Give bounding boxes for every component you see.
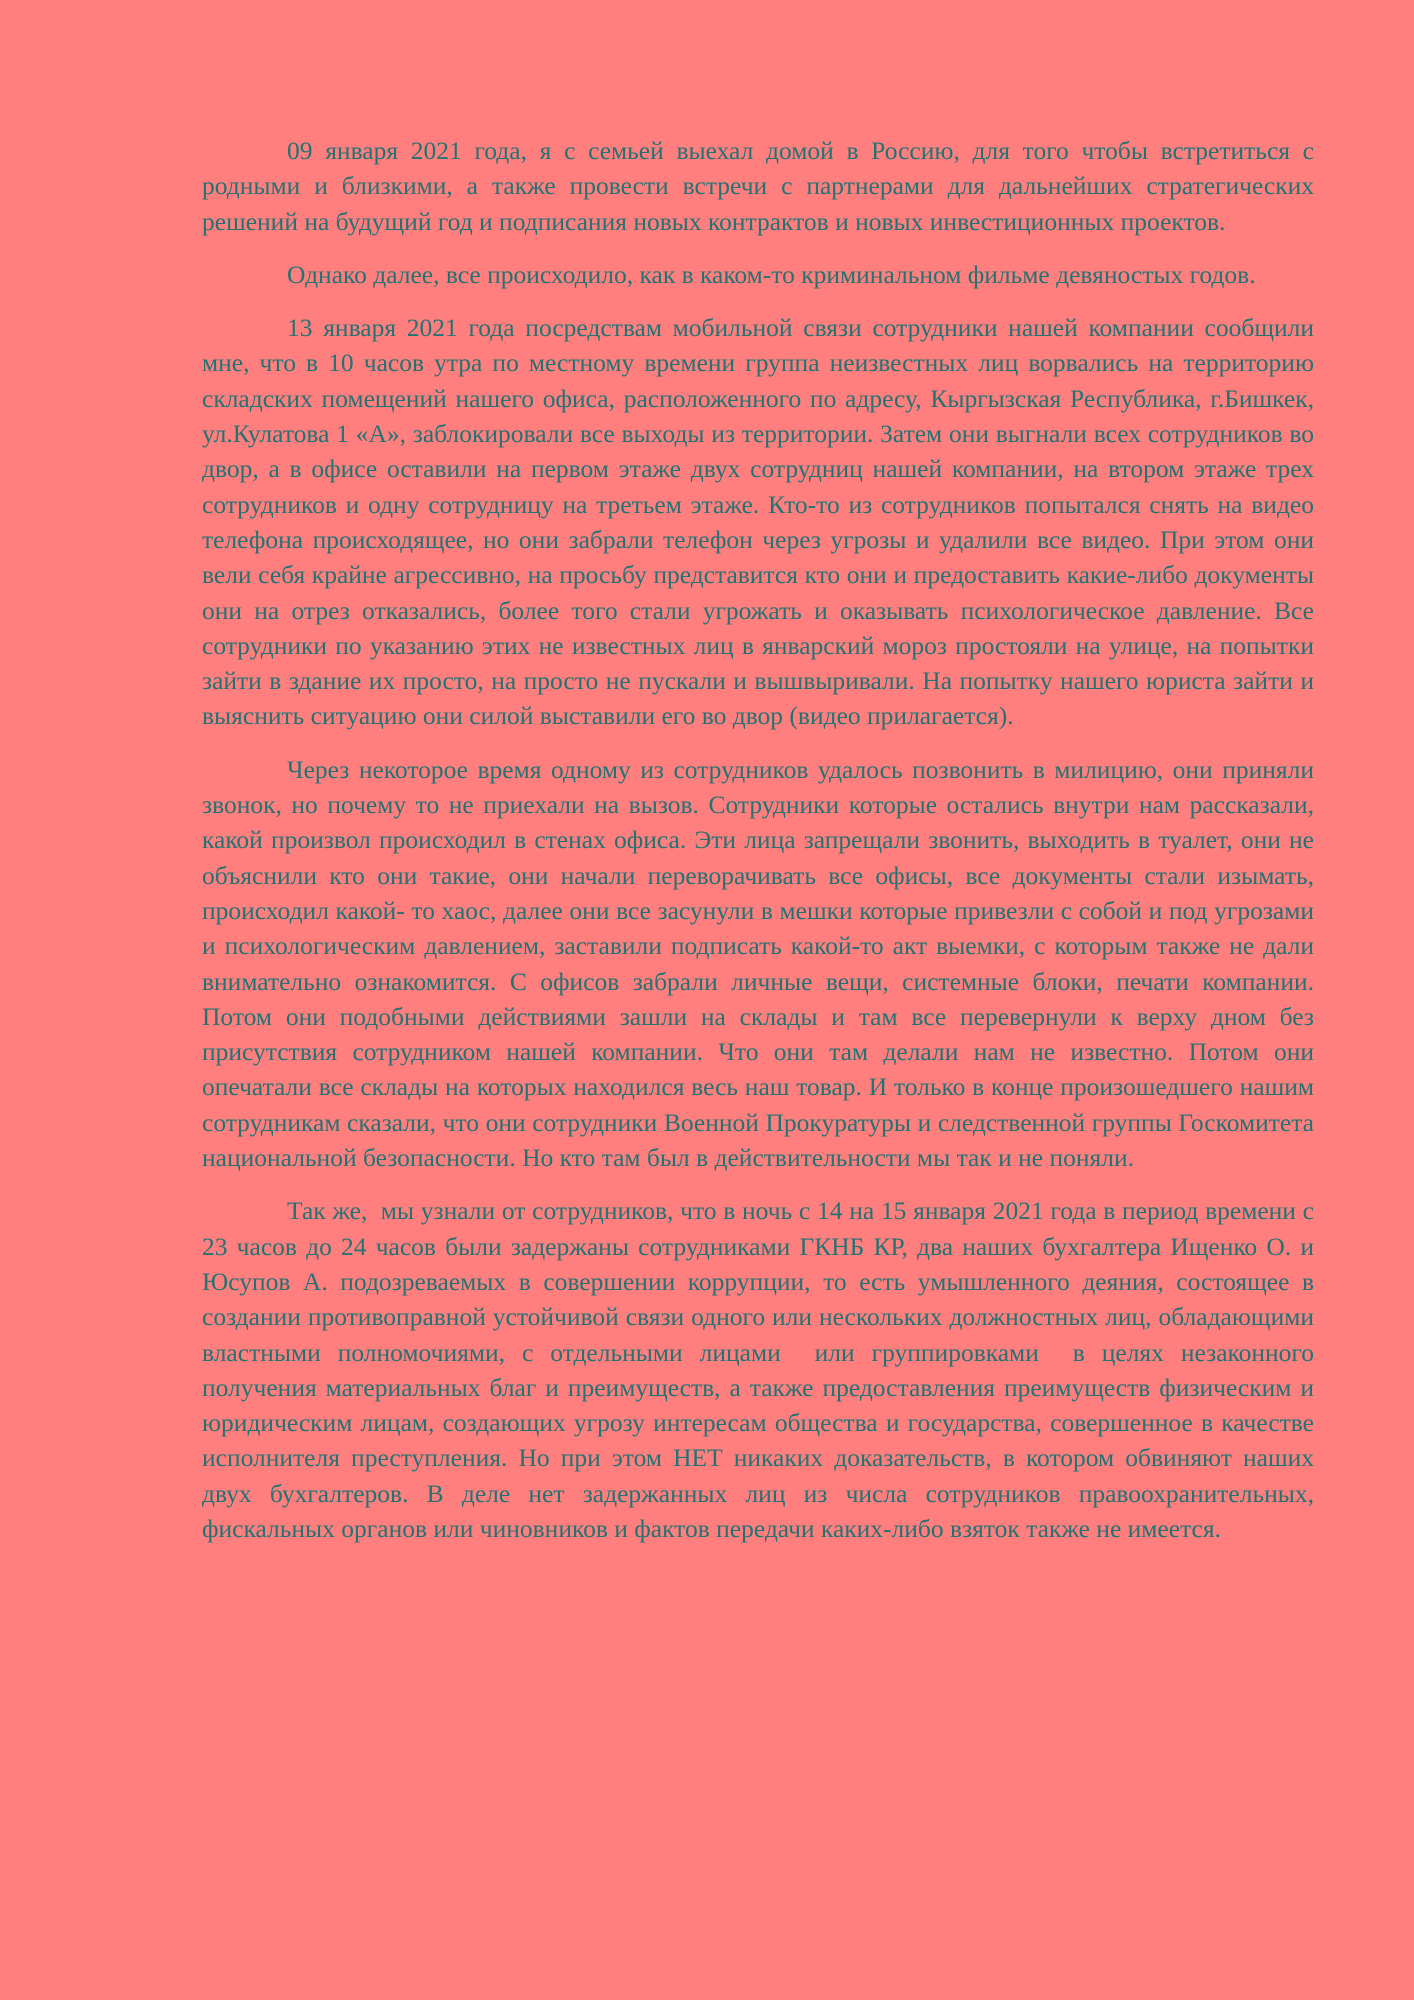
paragraph-police-call: Через некоторое время одному из сотрудников удалось позвонить в милицию, они приняли звонок, но почему то не приехали на вызов. Сотрудники которые остались внутри нам рассказали, какой произвол происходил в стенах офиса. Эти лица запрещали звонить, выходить в туалет, они не объяснили кто они такие, они начали переворачивать все офисы, все документы стали изымать, происходил какой- то хаос, далее они все засунули в мешки которые привезли с собой и под угрозами и психологическим давлением, заставили подписать какой-то акт выемки, с которым также не дали внимательно ознакомится. С офисов забрали личные вещи, системные блоки, печати компании. Потом они подобными действиями зашли на склады и там все перевернули к верху дном без присутствия сотрудником нашей компании. Что они там делали нам не известно. Потом они опечатали все склады на которых находился весь наш товар. И только в конце произошедшего нашим сотрудникам сказали, что они сотрудники Военной Прокуратуры и следственной группы Госкомитета национальной безопасности. Но кто там был в действительности мы так и не поняли. — [202, 754, 1321, 1173]
paragraph-office-raid: 13 января 2021 года посредствам мобильной связи сотрудники нашей компании сообщили мне, что в 10 часов утра по местному времени группа неизвестных лиц ворвались на территорию складских помещений нашего офиса, расположенного по адресу, Кыргызская Республика, г.Бишкек, ул.Кулатова 1 «А», заблокировали все выходы из территории. Затем они выгнали всех сотрудников во двор, а в офисе оставили на первом этаже двух сотрудниц нашей компании, на втором этаже трех сотрудников и одну сотрудницу на третьем этаже. Кто-то из сотрудников попытался снять на видео телефона происходящее, но они забрали телефон через угрозы и удалили все видео. При этом они вели себя крайне агрессивно, на просьбу представится кто они и предоставить какие-либо документы они на отрез отказались, более того стали угрожать и оказывать психологическое давление. Все сотрудники по указанию этих не известных лиц в январский мороз простояли на улице, на попытки зайти в здание их просто, на просто не пускали и вышвыривали. На попытку нашего юриста зайти и выяснить ситуацию они силой выставили его во двор (видео прилагается). — [202, 313, 1321, 731]
document-page — [202, 133, 1321, 1564]
paragraph-criminal-film: Однако далее, все происходило, как в каком-то криминальном фильме девяностых годов. — [287, 259, 1256, 289]
paragraph-accountants-detained: Так же, мы узнали от сотрудников, что в ночь с 14 на 15 января 2021 года в период времени с 23 часов до 24 часов были задержаны сотрудниками ГКНБ КР, два наших бухгалтера Ищенко О. и Юсупов А. подозреваемых в совершении коррупции, то есть умышленного деяния, состоящее в создании противоправной устойчивой связи одного или нескольких должностных лиц, обладающими властными полномочиями, с отдельными лицами или группировками в целях незаконного получения материальных благ и преимуществ, а также предоставления преимуществ физическим и юридическим лицам, создающих угрозу интересам общества и государства, совершенное в качестве исполнителя преступления. Но при этом НЕТ никаких доказательств, в котором обвиняют наших двух бухгалтеров. В деле нет задержанных лиц из числа сотрудников правоохранительных, фискальных органов или чиновников и фактов передачи каких-либо взяток также не имеется. — [202, 1196, 1321, 1543]
paragraph-departure: 09 января 2021 года, я с семьей выехал домой в Россию, для того чтобы встретиться с родными и близкими, а также провести встречи с партнерами для дальнейших стратегических решений на будущий год и подписания новых контрактов и новых инвестиционных проектов. — [202, 136, 1321, 236]
